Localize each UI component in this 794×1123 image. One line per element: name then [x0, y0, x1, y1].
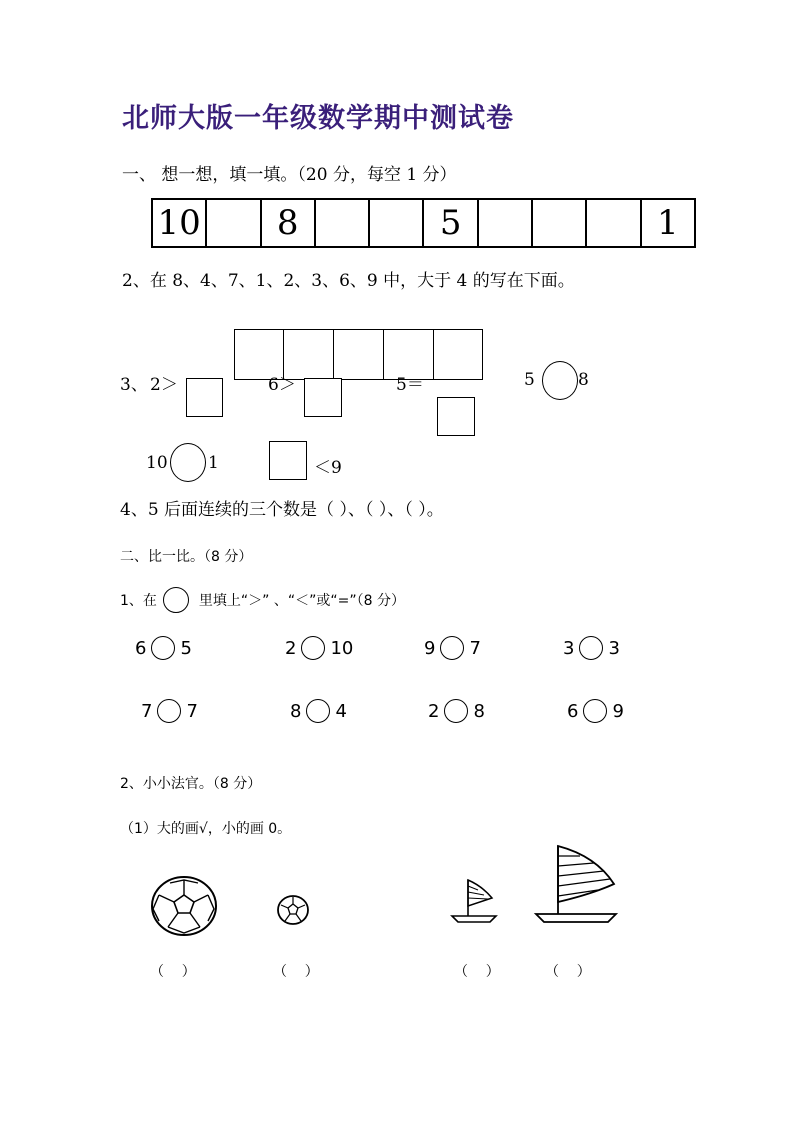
compare-circle[interactable] — [440, 636, 464, 660]
number-cell[interactable]: 1 — [657, 203, 679, 243]
compare-item — [135, 636, 192, 660]
answer-box[interactable] — [186, 378, 223, 417]
compare-circle[interactable] — [306, 699, 330, 723]
sub1-prefix: 1、在 — [120, 593, 157, 609]
q3-expr-a: 2＞ — [150, 375, 178, 395]
compare-left: 8 — [290, 700, 302, 722]
q3-e-left: 10 — [146, 453, 168, 473]
compare-circle[interactable] — [151, 636, 175, 660]
q3-d-left: 5 — [524, 370, 535, 390]
compare-item — [428, 699, 485, 723]
compare-right: 10 — [330, 637, 354, 659]
answer-paren[interactable]: （ ） — [545, 964, 591, 980]
compare-circle[interactable] — [583, 699, 607, 723]
number-cell[interactable]: 10 — [153, 200, 207, 246]
compare-item — [563, 636, 620, 660]
number-sequence-row — [151, 198, 696, 248]
big-soccer-ball-icon — [150, 875, 218, 937]
compare-item — [290, 699, 347, 723]
compare-left: 6 — [135, 637, 147, 659]
q3-d-right: 8 — [578, 370, 589, 390]
q3-f-right: ＜9 — [314, 458, 342, 478]
small-soccer-ball-icon — [276, 894, 310, 926]
number-cell[interactable] — [479, 200, 533, 246]
answer-paren[interactable]: （ ） — [454, 964, 500, 980]
q3-e-right: 1 — [208, 453, 219, 473]
compare-right: 5 — [180, 637, 192, 659]
answer-paren[interactable]: （ ） — [150, 964, 196, 980]
compare-left: 2 — [428, 700, 440, 722]
compare-right: 3 — [608, 637, 620, 659]
q3-expr-c: 5＝ — [396, 375, 424, 395]
page-title: 北师大版一年级数学期中测试卷 — [122, 103, 514, 134]
compare-left: 6 — [567, 700, 579, 722]
compare-right: 7 — [186, 700, 198, 722]
compare-item — [141, 699, 198, 723]
number-cell[interactable] — [316, 200, 370, 246]
compare-right: 4 — [335, 700, 347, 722]
section2-sub2: 2、小小法官。（8 分） — [120, 776, 262, 792]
q2-text: 2、在 8、4、7、1、2、3、6、9 中，大于 4 的写在下面。 — [122, 271, 575, 291]
compare-right: 7 — [469, 637, 481, 659]
compare-right: 8 — [473, 700, 485, 722]
compare-item — [567, 699, 624, 723]
section2-sub1 — [120, 587, 405, 613]
number-cell[interactable] — [207, 200, 261, 246]
answer-box[interactable] — [304, 378, 342, 417]
compare-circle[interactable] — [444, 699, 468, 723]
number-cell[interactable]: 5 — [424, 200, 478, 246]
number-cell[interactable] — [587, 200, 641, 246]
compare-circle[interactable] — [170, 443, 206, 482]
sample-circle-icon — [163, 587, 189, 613]
q1-heading: 一、 想一想，填一填。（20 分，每空 1 分） — [122, 165, 457, 185]
small-sailboat-icon — [446, 876, 500, 926]
q4-text: 4、5 后面连续的三个数是（ ）、（ ）、（ ）。 — [120, 500, 444, 520]
section2-sub2-1: （1）大的画√，小的画 0。 — [120, 821, 292, 837]
compare-left: 7 — [141, 700, 153, 722]
compare-circle[interactable] — [579, 636, 603, 660]
answer-box[interactable] — [333, 329, 384, 380]
section2-heading: 二、比一比。（8 分） — [120, 549, 253, 565]
answer-box[interactable] — [433, 329, 483, 380]
compare-circle[interactable] — [301, 636, 325, 660]
number-cell[interactable]: 8 — [262, 200, 316, 246]
compare-right: 9 — [612, 700, 624, 722]
compare-circle[interactable] — [157, 699, 181, 723]
compare-left: 2 — [285, 637, 297, 659]
compare-left: 3 — [563, 637, 575, 659]
sub1-suffix: 里填上“＞” 、“＜”或“=”（8 分） — [198, 593, 405, 609]
answer-box[interactable] — [437, 397, 475, 436]
compare-circle[interactable] — [542, 361, 578, 400]
number-cell[interactable] — [533, 200, 587, 246]
answer-paren[interactable]: （ ） — [273, 964, 319, 980]
number-cell[interactable] — [370, 200, 424, 246]
compare-item — [285, 636, 353, 660]
q3-label: 3、 — [120, 375, 148, 395]
q3-expr-b: 6＞ — [268, 375, 296, 395]
compare-item — [424, 636, 481, 660]
compare-left: 9 — [424, 637, 436, 659]
big-sailboat-icon — [532, 842, 618, 926]
answer-box[interactable] — [269, 441, 307, 480]
